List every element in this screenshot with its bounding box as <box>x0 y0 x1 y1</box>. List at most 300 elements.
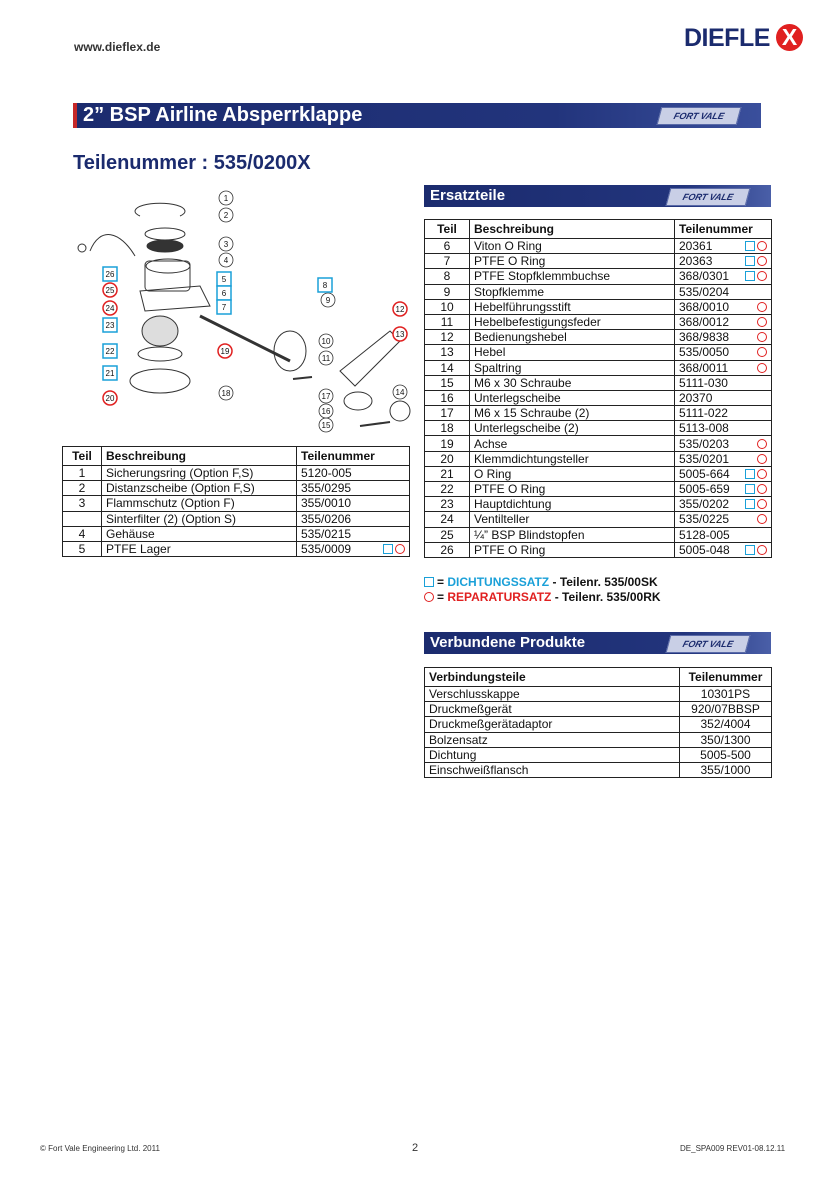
title-bar <box>73 103 761 128</box>
table-row <box>425 527 772 542</box>
reparatursatz-circle-icon <box>757 271 767 281</box>
cell-teilenummer <box>675 406 772 421</box>
kit-markers <box>739 452 767 466</box>
kit-markers <box>739 497 767 511</box>
cell-teilenummer <box>675 330 772 345</box>
kit-markers <box>739 315 767 329</box>
reparatursatz-circle-icon <box>757 439 767 449</box>
cell-beschreibung: Ventilteller <box>470 512 675 527</box>
cell-beschreibung: Gehäuse <box>102 526 297 541</box>
cell-teilenummer <box>297 541 410 556</box>
page-number: 2 <box>412 1142 419 1154</box>
legend-dichtung-text: - Teilenr. 535/00SK <box>552 575 658 589</box>
legend-dichtung-label: DICHTUNGSSATZ <box>447 575 550 589</box>
kit-markers <box>739 482 767 496</box>
cell-teilenummer: 920/07BBSP <box>680 702 772 717</box>
callout-16 <box>319 404 333 418</box>
cell-beschreibung: Spaltring <box>470 360 675 375</box>
cell-beschreibung: PTFE O Ring <box>470 542 675 557</box>
reparatursatz-circle-icon <box>757 469 767 479</box>
reparatursatz-circle-icon <box>757 241 767 251</box>
table-row <box>425 702 772 717</box>
dichtungssatz-square-icon <box>745 271 755 281</box>
teilenummer-value: 355/0202 <box>679 497 730 512</box>
callout-23 <box>103 318 117 332</box>
col-header-beschreibung: Beschreibung <box>102 447 297 466</box>
legend-reparatur-text: - Teilenr. 535/00RK <box>554 590 661 604</box>
cell-beschreibung: ¼” BSP Blindstopfen <box>470 527 675 542</box>
cell-verbindungsteil: Bolzensatz <box>425 732 680 747</box>
dichtungssatz-square-icon <box>745 469 755 479</box>
table-row <box>425 482 772 497</box>
cell-beschreibung: Unterlegscheibe (2) <box>470 421 675 436</box>
callout-label: 2 <box>223 211 229 220</box>
cell-teilenummer <box>675 314 772 329</box>
table-row <box>425 330 772 345</box>
valve-body <box>145 261 190 291</box>
callout-19 <box>218 344 232 358</box>
cell-teil: 17 <box>425 406 470 421</box>
teilenummer-value: 535/0215 <box>301 526 352 541</box>
table-row <box>425 284 772 299</box>
cell-teilenummer <box>675 542 772 557</box>
seal-retainer <box>130 369 190 393</box>
teilenummer-value: 5005-659 <box>679 482 730 497</box>
col-header-teil: Teil <box>63 447 102 466</box>
callout-label: 14 <box>395 388 405 397</box>
table-row <box>425 497 772 512</box>
reparatursatz-circle-icon <box>757 363 767 373</box>
callout-2 <box>219 208 233 222</box>
verbundene-title: Verbundene Produkte <box>430 634 586 651</box>
related-products-table <box>424 667 772 778</box>
cell-teilenummer <box>675 451 772 466</box>
dichtungssatz-square-icon <box>745 545 755 555</box>
callout-label: 10 <box>321 337 331 346</box>
cell-teil: 2 <box>63 481 102 496</box>
cell-teil: 6 <box>425 239 470 254</box>
teilenummer-value: 5111-030 <box>679 375 728 390</box>
callout-18 <box>219 386 233 400</box>
plug <box>78 244 86 252</box>
table-row <box>425 375 772 390</box>
reparatursatz-circle-icon <box>757 499 767 509</box>
callout-25 <box>103 283 117 297</box>
table-row <box>425 299 772 314</box>
dichtungssatz-square-icon <box>383 544 393 554</box>
col-header-teilenummer: Teilenummer <box>680 668 772 687</box>
cell-beschreibung: Viton O Ring <box>470 239 675 254</box>
cell-beschreibung: Sicherungsring (Option F,S) <box>102 466 297 481</box>
cell-teilenummer <box>675 299 772 314</box>
callout-label: 21 <box>105 369 115 378</box>
cell-teilenummer <box>675 497 772 512</box>
table-row <box>63 496 410 511</box>
callout-9 <box>321 293 335 307</box>
cell-teil: 1 <box>63 466 102 481</box>
cell-teilenummer <box>297 466 410 481</box>
cell-beschreibung: Flammschutz (Option F) <box>102 496 297 511</box>
cell-beschreibung: Hauptdichtung <box>470 497 675 512</box>
teilenummer-value: 5128-005 <box>679 527 730 542</box>
cell-beschreibung: PTFE O Ring <box>470 254 675 269</box>
cell-teilenummer <box>675 345 772 360</box>
teilenummer-value: 5120-005 <box>301 466 352 481</box>
table-row <box>425 542 772 557</box>
cell-teil: 5 <box>63 541 102 556</box>
cell-teilenummer <box>675 436 772 451</box>
flame-arrestor <box>147 240 183 252</box>
callout-6 <box>217 286 231 300</box>
callout-21 <box>103 366 117 380</box>
cell-beschreibung: Unterlegscheibe <box>470 390 675 405</box>
teilenummer-value: 20370 <box>679 390 713 405</box>
reparatursatz-circle-icon <box>757 256 767 266</box>
table-row <box>425 406 772 421</box>
teilenummer-value: 355/0010 <box>301 496 352 511</box>
callout-label: 13 <box>395 330 405 339</box>
screw-15 <box>360 422 390 426</box>
reparatursatz-circle-icon <box>757 347 767 357</box>
teilenummer-value: 5005-048 <box>679 542 730 557</box>
callout-10 <box>319 334 333 348</box>
table-row <box>63 466 410 481</box>
table-row <box>425 390 772 405</box>
table-row <box>425 360 772 375</box>
cell-beschreibung: PTFE Lager <box>102 541 297 556</box>
teilenummer-value: 355/0206 <box>301 511 352 526</box>
reparatursatz-circle-icon <box>395 544 405 554</box>
cell-teil: 9 <box>425 284 470 299</box>
callout-label: 1 <box>223 194 229 203</box>
cell-teil: 12 <box>425 330 470 345</box>
cell-beschreibung: Distanzscheibe (Option F,S) <box>102 481 297 496</box>
reparatursatz-circle-icon <box>757 332 767 342</box>
callout-label: 4 <box>223 256 229 265</box>
table-row <box>425 747 772 762</box>
callout-14 <box>393 385 407 399</box>
cell-teilenummer <box>297 496 410 511</box>
callout-label: 22 <box>105 347 115 356</box>
cell-beschreibung: Klemmdichtungsteller <box>470 451 675 466</box>
callout-label: 23 <box>105 321 115 330</box>
cell-teilenummer <box>675 527 772 542</box>
callout-label: 19 <box>220 347 230 356</box>
square-marker-icon <box>424 577 434 587</box>
callout-label: 12 <box>395 305 405 314</box>
cell-beschreibung: Hebelbefestigungsfeder <box>470 314 675 329</box>
callout-11 <box>319 351 333 365</box>
callout-17 <box>319 389 333 403</box>
callout-26 <box>103 267 117 281</box>
ersatzteile-title: Ersatzteile <box>430 187 506 204</box>
handle-loop <box>90 235 135 256</box>
kit-markers <box>739 345 767 359</box>
cell-teilenummer: 10301PS <box>680 687 772 702</box>
exploded-diagram <box>60 186 420 436</box>
callout-5 <box>217 272 231 286</box>
cell-teil: 19 <box>425 436 470 451</box>
callout-24 <box>103 301 117 315</box>
reparatursatz-circle-icon <box>757 454 767 464</box>
cell-teil: 22 <box>425 482 470 497</box>
cell-teilenummer <box>675 466 772 481</box>
legend-dichtungssatz <box>424 575 658 589</box>
gland-plate <box>274 331 306 371</box>
cell-beschreibung: M6 x 30 Schraube <box>470 375 675 390</box>
kit-markers <box>739 300 767 314</box>
table-row <box>425 732 772 747</box>
col-header-verbindungsteile: Verbindungsteile <box>425 668 680 687</box>
main-seal <box>138 347 182 361</box>
teilenummer-value: 368/0301 <box>679 269 730 284</box>
callout-22 <box>103 344 117 358</box>
cell-verbindungsteil: Druckmeßgerätadaptor <box>425 717 680 732</box>
callout-label: 18 <box>221 389 231 398</box>
fort-vale-badge: FORT VALE <box>666 635 751 653</box>
reparatursatz-circle-icon <box>757 514 767 524</box>
callout-12 <box>393 302 407 316</box>
cell-teil: 4 <box>63 526 102 541</box>
table-row <box>425 687 772 702</box>
table-row <box>425 314 772 329</box>
split-ring <box>390 401 410 421</box>
teilenummer-value: 535/0204 <box>679 284 730 299</box>
cell-beschreibung: Stopfklemme <box>470 284 675 299</box>
callout-label: 16 <box>321 407 331 416</box>
reparatursatz-circle-icon <box>757 545 767 555</box>
dichtungssatz-square-icon <box>745 499 755 509</box>
teilenummer-value: 535/0201 <box>679 451 730 466</box>
kit-markers <box>739 254 767 268</box>
website-url[interactable]: www.dieflex.de <box>74 40 161 54</box>
table-row <box>63 541 410 556</box>
cell-beschreibung: M6 x 15 Schraube (2) <box>470 406 675 421</box>
cell-teilenummer <box>675 269 772 284</box>
callout-4 <box>219 253 233 267</box>
cell-teil: 21 <box>425 466 470 481</box>
kit-markers <box>739 361 767 375</box>
cell-teil: 14 <box>425 360 470 375</box>
cell-teil: 11 <box>425 314 470 329</box>
teilenummer-value: 5113-008 <box>679 421 729 436</box>
spare-parts-table <box>424 219 772 558</box>
callout-label: 7 <box>221 303 227 312</box>
teilenummer-value: 535/0203 <box>679 436 730 451</box>
callout-label: 24 <box>105 304 115 313</box>
cell-teilenummer: 5005-500 <box>680 747 772 762</box>
screw-18 <box>293 377 312 379</box>
teilenummer-value: 368/0012 <box>679 315 730 330</box>
kit-markers <box>739 543 767 557</box>
callout-13 <box>393 327 407 341</box>
teilenummer-value: 535/0050 <box>679 345 730 360</box>
dieflex-logo <box>684 22 806 54</box>
callout-label: 15 <box>321 421 331 430</box>
table-row <box>63 526 410 541</box>
callout-label: 11 <box>321 354 331 363</box>
cell-teilenummer <box>675 390 772 405</box>
cell-beschreibung: O Ring <box>470 466 675 481</box>
cell-teil <box>63 511 102 526</box>
callout-7 <box>217 300 231 314</box>
retaining-ring <box>135 203 185 216</box>
teilenummer-value: 368/0011 <box>679 360 729 375</box>
table-row <box>425 466 772 481</box>
callout-15 <box>319 418 333 432</box>
table-header-row <box>425 220 772 239</box>
legend-reparatursatz <box>424 590 661 604</box>
cell-teilenummer: 350/1300 <box>680 732 772 747</box>
teilenummer-value: 5005-664 <box>679 466 730 481</box>
kit-markers <box>739 467 767 481</box>
cell-verbindungsteil: Einschweißflansch <box>425 762 680 777</box>
document-reference: DE_SPA009 REV01-08.12.11 <box>680 1144 786 1153</box>
cell-teil: 8 <box>425 269 470 284</box>
cell-verbindungsteil: Druckmeßgerät <box>425 702 680 717</box>
dichtungssatz-square-icon <box>745 484 755 494</box>
cell-teil: 10 <box>425 299 470 314</box>
callout-label: 8 <box>322 281 328 290</box>
verbundene-header <box>424 632 771 654</box>
valve-disc <box>142 316 178 346</box>
cell-teilenummer <box>675 284 772 299</box>
kit-markers <box>739 437 767 451</box>
cell-teilenummer <box>297 481 410 496</box>
cell-teil: 18 <box>425 421 470 436</box>
table-header-row <box>63 447 410 466</box>
table-header-row <box>425 668 772 687</box>
table-row <box>425 345 772 360</box>
teilenummer-value: 355/0295 <box>301 481 352 496</box>
lever-base <box>344 392 372 410</box>
circle-marker-icon <box>424 592 434 602</box>
cell-beschreibung: PTFE Stopfklemmbuchse <box>470 269 675 284</box>
cell-teil: 25 <box>425 527 470 542</box>
callout-label: 20 <box>105 394 115 403</box>
cell-beschreibung: Achse <box>470 436 675 451</box>
copyright: © Fort Vale Engineering Ltd. 2011 <box>40 1144 160 1153</box>
callout-label: 9 <box>325 296 331 305</box>
teilenummer-value: 20361 <box>679 239 713 254</box>
cell-teilenummer <box>675 512 772 527</box>
col-header-teil: Teil <box>425 220 470 239</box>
cell-teilenummer: 355/1000 <box>680 762 772 777</box>
fort-vale-badge: FORT VALE <box>666 188 751 206</box>
col-header-teilenummer: Teilenummer <box>297 447 410 466</box>
ersatzteile-header <box>424 185 771 207</box>
cell-teil: 16 <box>425 390 470 405</box>
cell-teil: 20 <box>425 451 470 466</box>
legend-reparatur-label: REPARATURSATZ <box>447 590 552 604</box>
callout-3 <box>219 237 233 251</box>
logo-text: DIEFLE <box>684 24 770 52</box>
cell-teilenummer <box>675 482 772 497</box>
spacer-washer <box>145 228 185 240</box>
cell-beschreibung: Hebelführungsstift <box>470 299 675 314</box>
teilenummer-value: 368/9838 <box>679 330 730 345</box>
table-row <box>425 421 772 436</box>
callout-label: 26 <box>105 270 115 279</box>
dichtungssatz-square-icon <box>745 241 755 251</box>
callout-label: 25 <box>105 286 115 295</box>
callout-label: 17 <box>321 392 331 401</box>
table-row <box>425 436 772 451</box>
kit-markers <box>739 330 767 344</box>
reparatursatz-circle-icon <box>757 484 767 494</box>
dichtungssatz-square-icon <box>745 256 755 266</box>
logo-x-mark: X <box>776 24 803 51</box>
cell-teil: 24 <box>425 512 470 527</box>
page-title: 2” BSP Airline Absperrklappe <box>83 104 363 126</box>
cell-teil: 13 <box>425 345 470 360</box>
callout-label: 6 <box>221 289 227 298</box>
legend-equals: = <box>437 575 445 589</box>
cell-beschreibung: Sinterfilter (2) (Option S) <box>102 511 297 526</box>
cell-teil: 15 <box>425 375 470 390</box>
legend-equals: = <box>437 590 445 604</box>
kit-markers <box>739 512 767 526</box>
body-flange <box>140 286 210 311</box>
lever <box>340 331 400 386</box>
table-row <box>425 254 772 269</box>
cell-teil: 3 <box>63 496 102 511</box>
cell-beschreibung: PTFE O Ring <box>470 482 675 497</box>
col-header-teilenummer: Teilenummer <box>675 220 772 239</box>
main-parts-table <box>62 446 410 557</box>
teilenummer-value: 368/0010 <box>679 299 730 314</box>
cell-teilenummer <box>675 375 772 390</box>
shaft <box>200 316 290 361</box>
cell-teilenummer: 352/4004 <box>680 717 772 732</box>
teilenummer-value: 20363 <box>679 254 713 269</box>
cell-verbindungsteil: Dichtung <box>425 747 680 762</box>
cell-teilenummer <box>675 239 772 254</box>
cell-teil: 7 <box>425 254 470 269</box>
table-row <box>63 481 410 496</box>
table-row <box>63 511 410 526</box>
fort-vale-badge: FORT VALE <box>657 107 742 125</box>
kit-markers <box>377 542 405 556</box>
cell-beschreibung: Bedienungshebel <box>470 330 675 345</box>
cell-teilenummer <box>675 254 772 269</box>
part-number-heading: Teilenummer : 535/0200X <box>73 152 311 174</box>
table-row <box>425 512 772 527</box>
table-row <box>425 762 772 777</box>
callout-1 <box>219 191 233 205</box>
cell-teilenummer <box>297 526 410 541</box>
table-row <box>425 269 772 284</box>
kit-markers <box>739 239 767 253</box>
teilenummer-value: 5111-022 <box>679 406 728 421</box>
reparatursatz-circle-icon <box>757 302 767 312</box>
teilenummer-value: 535/0225 <box>679 512 730 527</box>
callout-label: 5 <box>221 275 227 284</box>
cell-teilenummer <box>297 511 410 526</box>
kit-markers <box>739 269 767 283</box>
callout-8 <box>318 278 332 292</box>
teilenummer-value: 535/0009 <box>301 542 352 557</box>
callout-label: 3 <box>223 240 229 249</box>
col-header-beschreibung: Beschreibung <box>470 220 675 239</box>
cell-teilenummer <box>675 421 772 436</box>
table-row <box>425 451 772 466</box>
cell-teil: 23 <box>425 497 470 512</box>
cell-teil: 26 <box>425 542 470 557</box>
table-row <box>425 717 772 732</box>
table-row <box>425 239 772 254</box>
cell-verbindungsteil: Verschlusskappe <box>425 687 680 702</box>
